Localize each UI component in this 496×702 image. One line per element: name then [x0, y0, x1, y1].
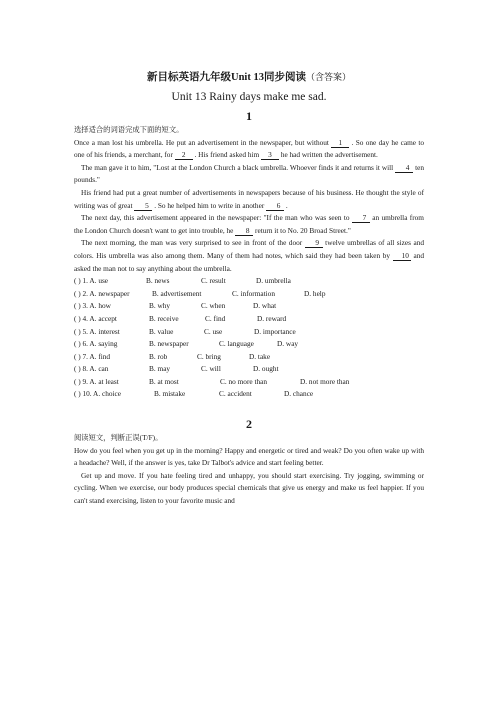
blank-8: 8: [235, 226, 253, 236]
option-b: B. may: [149, 364, 171, 374]
text-run: His friend had put a great number of advertisements in newspapers because of his business. He thought the style of writing was of great: [74, 187, 424, 210]
question-number-option-a: ( ) 1. A. use: [74, 276, 109, 286]
text-run: an umbrella from the London Church doesn't want to get into trouble, he: [74, 213, 424, 235]
blank-5: 5: [134, 201, 152, 211]
blank-7: 7: [352, 213, 370, 223]
unit-title: Unit 13 Rainy days make me sad.: [171, 91, 327, 103]
section-1-instruction: 选择适合的词语完成下面的短文。: [74, 125, 184, 134]
option-b: B. rob: [149, 351, 168, 361]
blank-3: 3: [261, 150, 279, 160]
question-item: [74, 363, 424, 376]
text-run: . So one day he came to one of his friends, a merchant, for: [74, 137, 424, 160]
spacer: [74, 401, 424, 413]
document-title: [74, 70, 424, 84]
option-c: C. find: [205, 313, 226, 323]
option-c: C. use: [204, 326, 223, 336]
title-text: 新目标英语九年级Unit 13同步阅读: [147, 72, 306, 83]
section-2-number: 2: [246, 417, 252, 432]
question-item: [74, 288, 424, 301]
passage-paragraph-4: [74, 212, 424, 237]
text-run: The next day, this advertisement appeared in the newspaper: "If the man who was seen to: [81, 213, 352, 223]
blank-1: 1: [331, 138, 349, 148]
question-item: [74, 338, 424, 351]
blank-9: 9: [305, 238, 323, 248]
blank-4: 4: [395, 163, 413, 173]
question-number-option-a: ( ) 4. A. accept: [74, 313, 117, 323]
option-b: B. why: [149, 301, 171, 311]
blank-10: 10: [393, 251, 411, 261]
section-2-instruction: 阅读短文，判断正误(T/F)。: [74, 433, 163, 443]
text-run: twelve umbrellas of all sizes and colors. His umbrella was also among them. Many of them had notes, which said they had been taken by: [74, 238, 424, 260]
text-run: Once a man lost his umbrella. He put an advertisement in the newspaper, but without: [74, 137, 332, 147]
title-answer-note: （含答案）: [305, 72, 351, 82]
question-item: [74, 300, 424, 313]
text-run: . His friend asked him: [192, 150, 261, 160]
text-run: ten pounds.": [74, 162, 424, 185]
question-item: [74, 275, 424, 288]
passage-paragraph-1: [74, 137, 424, 162]
passage-paragraph-3: [74, 187, 424, 212]
option-b: B. at most: [149, 376, 179, 386]
question-number-option-a: ( ) 8. A. can: [74, 364, 109, 374]
question-number-option-a: ( ) 9. A. at least: [74, 376, 119, 386]
option-b: B. news: [146, 276, 170, 286]
option-c: C. will: [201, 364, 221, 374]
question-number-option-a: ( ) 2. A. newspaper: [74, 288, 130, 298]
document-page: [74, 64, 424, 508]
option-d: D. umbrella: [256, 276, 291, 286]
reading-paragraph-2: Get up and move. If you hate feeling tired and unhappy, you should start exercising. Try jogging, swimming or cycling. When we exercise, our body produces special chemicals that give us energy and make us feel happier. If you can't stand exercising, listen to your favorite music and: [74, 470, 424, 506]
text-run: and asked the man not to say anything about the umbrella.: [74, 250, 424, 273]
text-run: The next morning, the man was very surprised to see in front of the door: [81, 238, 305, 248]
option-c: C. result: [201, 276, 226, 286]
option-c: C. no more than: [220, 376, 268, 386]
option-c: C. when: [201, 301, 226, 311]
option-d: D. not more than: [300, 376, 350, 386]
option-b: B. newspaper: [149, 339, 189, 349]
option-c: C. information: [232, 288, 275, 298]
option-c: C. language: [219, 339, 254, 349]
passage-paragraph-5: [74, 237, 424, 275]
reading-paragraph-1: How do you feel when you get up in the morning? Happy and energetic or tired and weak? Do you often wake up with a headache? Well, if the answer is yes, take Dr Talbot's advice and start feeling better.: [74, 445, 424, 468]
option-d: D. chance: [284, 389, 314, 399]
option-d: D. reward: [257, 313, 287, 323]
option-b: B. receive: [149, 313, 179, 323]
option-c: C. bring: [197, 351, 221, 361]
option-b: B. mistake: [154, 389, 186, 399]
section-1-number: 1: [246, 109, 252, 123]
question-number-option-a: ( ) 6. A. saying: [74, 339, 118, 349]
text-run: . So he helped him to write in another: [152, 200, 267, 210]
question-item: [74, 388, 424, 401]
text-run: .: [284, 200, 288, 210]
option-b: B. advertisement: [152, 288, 202, 298]
text-run: return it to No. 20 Broad Street.": [253, 225, 351, 235]
question-list: [74, 275, 424, 401]
question-number-option-a: ( ) 3. A. how: [74, 301, 111, 311]
text-run: The man gave it to him, "Lost at the London Church a black umbrella. Whoever finds it and returns it will: [81, 162, 396, 172]
question-item: [74, 351, 424, 364]
question-number-option-a: ( ) 10. A. choice: [74, 389, 122, 399]
option-d: D. importance: [254, 326, 296, 336]
text-run: he had written the advertisement.: [279, 150, 378, 160]
option-d: D. ought: [253, 364, 279, 374]
option-d: D. help: [304, 288, 326, 298]
option-b: B. value: [149, 326, 174, 336]
option-d: D. what: [253, 301, 277, 311]
option-d: D. take: [249, 351, 271, 361]
question-item: [74, 313, 424, 326]
question-number-option-a: ( ) 7. A. find: [74, 351, 111, 361]
option-c: C. accident: [219, 389, 252, 399]
passage-paragraph-2: [74, 162, 424, 187]
blank-6: 6: [266, 201, 284, 211]
question-item: [74, 326, 424, 339]
question-number-option-a: ( ) 5. A. interest: [74, 326, 120, 336]
question-item: [74, 376, 424, 389]
blank-2: 2: [175, 150, 193, 160]
option-d: D. way: [277, 339, 299, 349]
